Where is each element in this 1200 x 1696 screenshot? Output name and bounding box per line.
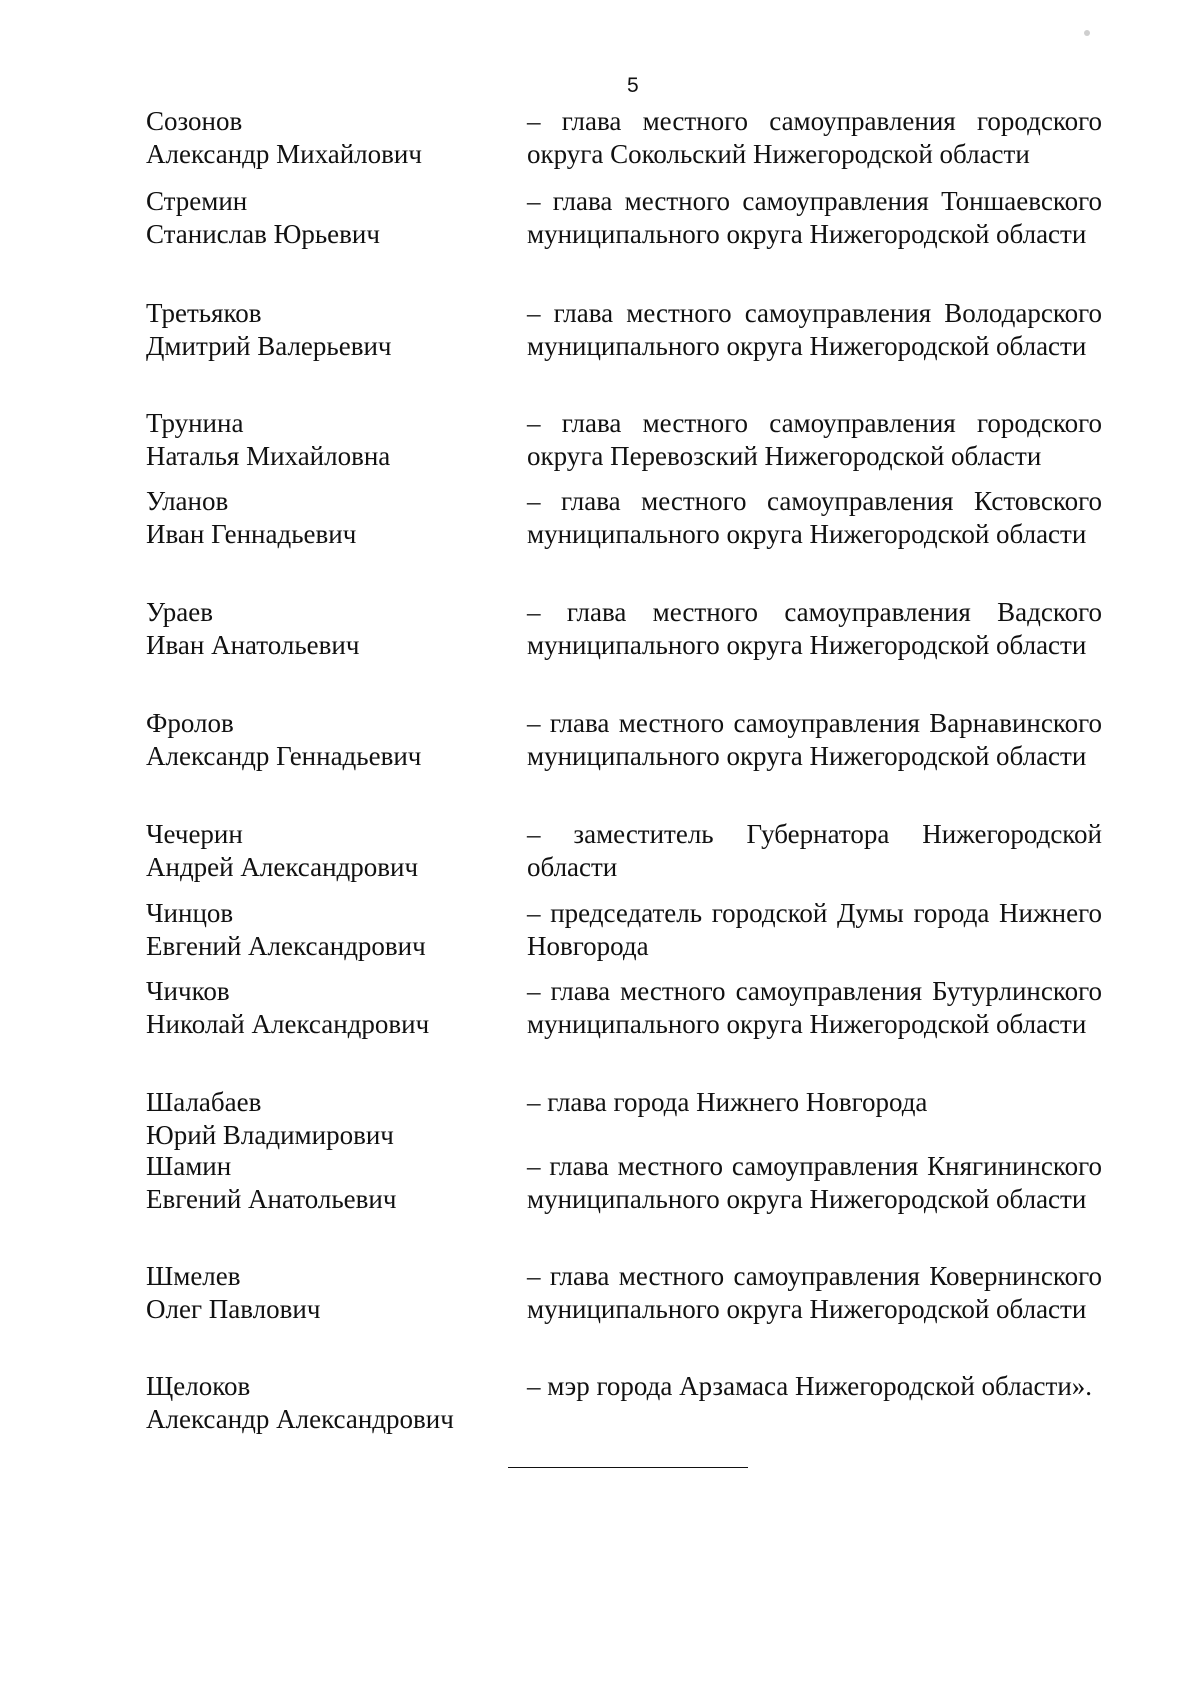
given-names: Евгений Анатольевич xyxy=(146,1184,397,1214)
surname: Созонов xyxy=(146,106,243,136)
given-names: Дмитрий Валерьевич xyxy=(146,331,392,361)
given-names: Евгений Александрович xyxy=(146,931,426,961)
person-name xyxy=(146,1370,486,1436)
surname: Третьяков xyxy=(146,298,262,328)
position-description: – глава местного самоуправления Тоншаевского муниципального округа Нижегородской области xyxy=(527,186,1102,249)
surname: Шамин xyxy=(146,1151,232,1181)
surname: Уланов xyxy=(146,486,229,516)
surname: Чинцов xyxy=(146,898,234,928)
surname: Трунина xyxy=(146,408,244,438)
position-description: – мэр города Арзамаса Нижегородской области». xyxy=(527,1371,1093,1401)
surname: Шмелев xyxy=(146,1261,241,1291)
position-description: – глава местного самоуправления городского округа Сокольский Нижегородской области xyxy=(527,106,1102,169)
position-description: – глава местного самоуправления городского округа Перевозский Нижегородской области xyxy=(527,408,1102,471)
page-number: 5 xyxy=(627,74,639,97)
given-names: Иван Геннадьевич xyxy=(146,519,357,549)
position-description: – глава местного самоуправления Вадского муниципального округа Нижегородской области xyxy=(527,597,1102,660)
position-description: – глава местного самоуправления Кстовского муниципального округа Нижегородской области xyxy=(527,486,1102,549)
person-name xyxy=(146,485,486,551)
position-description: – глава местного самоуправления Варнавинского муниципального округа Нижегородской области xyxy=(527,708,1102,771)
person-name xyxy=(146,1150,486,1216)
given-names: Андрей Александрович xyxy=(146,852,419,882)
surname: Шалабаев xyxy=(146,1087,262,1117)
person-name xyxy=(146,105,486,171)
scan-mark xyxy=(1084,30,1090,36)
given-names: Александр Геннадьевич xyxy=(146,741,422,771)
surname: Ураев xyxy=(146,597,213,627)
person-name xyxy=(146,407,486,473)
person-name xyxy=(146,975,486,1041)
surname: Стремин xyxy=(146,186,248,216)
position-description: – глава местного самоуправления Бутурлинского муниципального округа Нижегородской области xyxy=(527,976,1102,1039)
person-name xyxy=(146,1260,486,1326)
given-names: Олег Павлович xyxy=(146,1294,321,1324)
person-name xyxy=(146,897,486,963)
person-name xyxy=(146,185,486,251)
given-names: Иван Анатольевич xyxy=(146,630,360,660)
given-names: Наталья Михайловна xyxy=(146,441,391,471)
given-names: Николай Александрович xyxy=(146,1009,430,1039)
surname: Фролов xyxy=(146,708,234,738)
position-description: – председатель городской Думы города Нижнего Новгорода xyxy=(527,898,1102,961)
given-names: Станислав Юрьевич xyxy=(146,219,380,249)
surname: Чичков xyxy=(146,976,230,1006)
given-names: Юрий Владимирович xyxy=(146,1120,394,1150)
surname: Щелоков xyxy=(146,1371,251,1401)
position-description: – заместитель Губернатора Нижегородской области xyxy=(527,819,1102,882)
person-name xyxy=(146,818,486,884)
position-description: – глава города Нижнего Новгорода xyxy=(527,1087,928,1117)
surname: Чечерин xyxy=(146,819,243,849)
position-description: – глава местного самоуправления Княгининского муниципального округа Нижегородской области xyxy=(527,1151,1102,1214)
person-name xyxy=(146,297,486,363)
person-name xyxy=(146,1086,486,1152)
person-name xyxy=(146,596,486,662)
closing-divider xyxy=(508,1467,748,1468)
given-names: Александр Михайлович xyxy=(146,139,422,169)
position-description: – глава местного самоуправления Ковернинского муниципального округа Нижегородской области xyxy=(527,1261,1102,1324)
position-description: – глава местного самоуправления Володарского муниципального округа Нижегородской области xyxy=(527,298,1102,361)
given-names: Александр Александрович xyxy=(146,1404,454,1434)
person-name xyxy=(146,707,486,773)
